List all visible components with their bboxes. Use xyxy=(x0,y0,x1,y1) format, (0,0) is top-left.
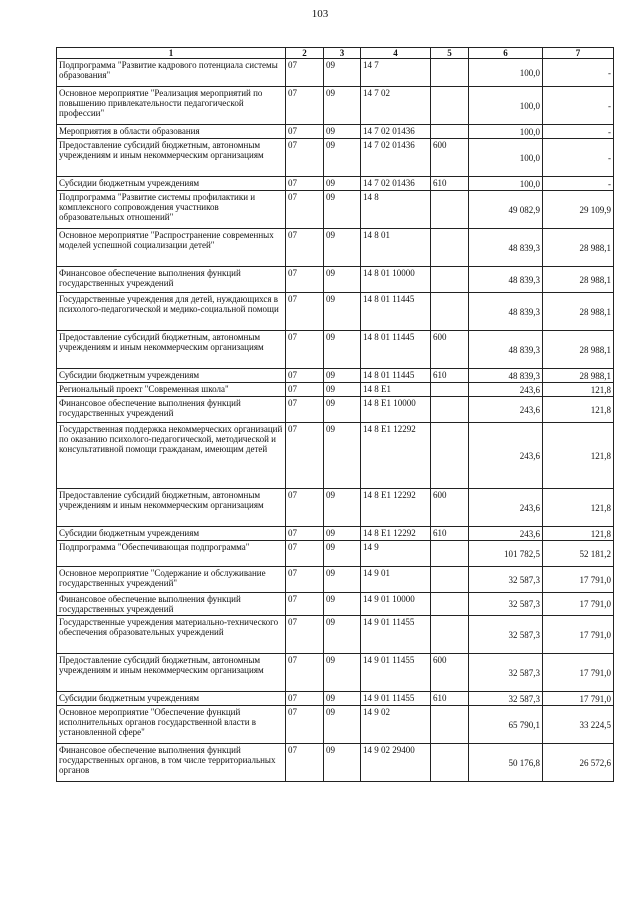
amount-col6-cell: 243,6 xyxy=(469,423,543,489)
table-row xyxy=(57,692,614,706)
amount-col7-cell: 17 791,0 xyxy=(543,567,614,593)
subsection-code-cell: 09 xyxy=(324,744,361,782)
amount-col6-cell: 100,0 xyxy=(469,87,543,125)
row-name-cell: Основное мероприятие "Распространение современных моделей успешной социализации детей" xyxy=(57,229,286,267)
table-row xyxy=(57,706,614,744)
subsection-code-cell: 09 xyxy=(324,567,361,593)
column-header: 7 xyxy=(543,48,614,59)
amount-col7-cell: 28 988,1 xyxy=(543,229,614,267)
amount-col7-cell: 121,8 xyxy=(543,527,614,541)
target-article-cell: 14 7 xyxy=(361,59,431,87)
expense-type-cell: 600 xyxy=(431,331,469,369)
section-code-cell: 07 xyxy=(286,59,324,87)
table-row xyxy=(57,177,614,191)
table-row xyxy=(57,616,614,654)
row-name-cell: Государственные учреждения для детей, нуждающихся в психолого-педагогической и медико-социальной помощи xyxy=(57,293,286,331)
expense-type-cell xyxy=(431,593,469,616)
table-row xyxy=(57,125,614,139)
table-body xyxy=(57,59,614,782)
target-article-cell: 14 9 02 29400 xyxy=(361,744,431,782)
column-header: 3 xyxy=(324,48,361,59)
amount-col7-cell: 17 791,0 xyxy=(543,654,614,692)
expense-type-cell xyxy=(431,706,469,744)
row-name-cell: Финансовое обеспечение выполнения функций государственных учреждений xyxy=(57,593,286,616)
row-name-cell: Предоставление субсидий бюджетным, автономным учреждениям и иным некоммерческим организациям xyxy=(57,489,286,527)
table-row xyxy=(57,654,614,692)
subsection-code-cell: 09 xyxy=(324,229,361,267)
column-header: 2 xyxy=(286,48,324,59)
amount-col7-cell: 17 791,0 xyxy=(543,593,614,616)
row-name-cell: Государственная поддержка некоммерческих организаций по оказанию психолого-педагогической, методической и консультативной помощи гражданам, имеющим детей xyxy=(57,423,286,489)
subsection-code-cell: 09 xyxy=(324,369,361,383)
table-row xyxy=(57,383,614,397)
target-article-cell: 14 9 01 11455 xyxy=(361,616,431,654)
subsection-code-cell: 09 xyxy=(324,489,361,527)
subsection-code-cell: 09 xyxy=(324,177,361,191)
amount-col6-cell: 32 587,3 xyxy=(469,593,543,616)
subsection-code-cell: 09 xyxy=(324,331,361,369)
subsection-code-cell: 09 xyxy=(324,527,361,541)
subsection-code-cell: 09 xyxy=(324,397,361,423)
target-article-cell: 14 9 01 xyxy=(361,567,431,593)
expense-type-cell xyxy=(431,191,469,229)
amount-col6-cell: 65 790,1 xyxy=(469,706,543,744)
target-article-cell: 14 7 02 xyxy=(361,87,431,125)
section-code-cell: 07 xyxy=(286,331,324,369)
table-row xyxy=(57,423,614,489)
subsection-code-cell: 09 xyxy=(324,692,361,706)
amount-col7-cell: - xyxy=(543,59,614,87)
row-name-cell: Субсидии бюджетным учреждениям xyxy=(57,692,286,706)
row-name-cell: Финансовое обеспечение выполнения функций государственных органов, в том числе территориальных органов xyxy=(57,744,286,782)
table-row xyxy=(57,191,614,229)
table-row xyxy=(57,527,614,541)
amount-col7-cell: 26 572,6 xyxy=(543,744,614,782)
amount-col7-cell: 121,8 xyxy=(543,423,614,489)
subsection-code-cell: 09 xyxy=(324,706,361,744)
target-article-cell: 14 9 xyxy=(361,541,431,567)
section-code-cell: 07 xyxy=(286,229,324,267)
subsection-code-cell: 09 xyxy=(324,139,361,177)
target-article-cell: 14 8 E1 12292 xyxy=(361,423,431,489)
amount-col6-cell: 48 839,3 xyxy=(469,331,543,369)
amount-col6-cell: 243,6 xyxy=(469,397,543,423)
amount-col6-cell: 48 839,3 xyxy=(469,369,543,383)
section-code-cell: 07 xyxy=(286,369,324,383)
row-name-cell: Субсидии бюджетным учреждениям xyxy=(57,177,286,191)
section-code-cell: 07 xyxy=(286,616,324,654)
amount-col6-cell: 49 082,9 xyxy=(469,191,543,229)
row-name-cell: Предоставление субсидий бюджетным, автономным учреждениям и иным некоммерческим организациям xyxy=(57,331,286,369)
target-article-cell: 14 7 02 01436 xyxy=(361,139,431,177)
subsection-code-cell: 09 xyxy=(324,87,361,125)
table-row xyxy=(57,267,614,293)
amount-col6-cell: 32 587,3 xyxy=(469,654,543,692)
row-name-cell: Мероприятия в области образования xyxy=(57,125,286,139)
table-row xyxy=(57,397,614,423)
amount-col6-cell: 100,0 xyxy=(469,125,543,139)
target-article-cell: 14 9 01 11455 xyxy=(361,692,431,706)
section-code-cell: 07 xyxy=(286,423,324,489)
amount-col6-cell: 100,0 xyxy=(469,59,543,87)
amount-col7-cell: 28 988,1 xyxy=(543,369,614,383)
amount-col6-cell: 100,0 xyxy=(469,177,543,191)
amount-col7-cell: 28 988,1 xyxy=(543,267,614,293)
table-row xyxy=(57,293,614,331)
expense-type-cell xyxy=(431,59,469,87)
target-article-cell: 14 8 01 xyxy=(361,229,431,267)
table-row xyxy=(57,87,614,125)
page-number: 103 xyxy=(311,8,329,20)
section-code-cell: 07 xyxy=(286,383,324,397)
table-row xyxy=(57,489,614,527)
subsection-code-cell: 09 xyxy=(324,59,361,87)
subsection-code-cell: 09 xyxy=(324,293,361,331)
expense-type-cell: 610 xyxy=(431,527,469,541)
column-header: 5 xyxy=(431,48,469,59)
amount-col6-cell: 243,6 xyxy=(469,489,543,527)
amount-col6-cell: 32 587,3 xyxy=(469,567,543,593)
expense-type-cell: 610 xyxy=(431,177,469,191)
amount-col6-cell: 100,0 xyxy=(469,139,543,177)
amount-col7-cell: - xyxy=(543,87,614,125)
target-article-cell: 14 7 02 01436 xyxy=(361,125,431,139)
expense-type-cell xyxy=(431,423,469,489)
expense-type-cell: 600 xyxy=(431,654,469,692)
row-name-cell: Государственные учреждения материально-технического обеспечения образовательных учреждений xyxy=(57,616,286,654)
amount-col7-cell: - xyxy=(543,139,614,177)
column-header: 1 xyxy=(57,48,286,59)
expense-type-cell xyxy=(431,541,469,567)
subsection-code-cell: 09 xyxy=(324,423,361,489)
section-code-cell: 07 xyxy=(286,527,324,541)
expense-type-cell xyxy=(431,744,469,782)
amount-col7-cell: - xyxy=(543,125,614,139)
expense-type-cell: 600 xyxy=(431,489,469,527)
target-article-cell: 14 8 E1 12292 xyxy=(361,489,431,527)
section-code-cell: 07 xyxy=(286,654,324,692)
amount-col6-cell: 50 176,8 xyxy=(469,744,543,782)
budget-table xyxy=(56,47,614,782)
table-row xyxy=(57,229,614,267)
expense-type-cell: 600 xyxy=(431,139,469,177)
expense-type-cell xyxy=(431,229,469,267)
subsection-code-cell: 09 xyxy=(324,125,361,139)
row-name-cell: Основное мероприятие "Реализация мероприятий по повышению привлекательности педагогической профессии" xyxy=(57,87,286,125)
table-row xyxy=(57,567,614,593)
header-row xyxy=(57,48,614,59)
section-code-cell: 07 xyxy=(286,293,324,331)
section-code-cell: 07 xyxy=(286,541,324,567)
table-row xyxy=(57,744,614,782)
subsection-code-cell: 09 xyxy=(324,654,361,692)
expense-type-cell xyxy=(431,293,469,331)
section-code-cell: 07 xyxy=(286,567,324,593)
row-name-cell: Предоставление субсидий бюджетным, автономным учреждениям и иным некоммерческим организациям xyxy=(57,139,286,177)
target-article-cell: 14 8 E1 10000 xyxy=(361,397,431,423)
amount-col6-cell: 48 839,3 xyxy=(469,229,543,267)
amount-col6-cell: 32 587,3 xyxy=(469,616,543,654)
expense-type-cell xyxy=(431,616,469,654)
amount-col6-cell: 243,6 xyxy=(469,527,543,541)
section-code-cell: 07 xyxy=(286,397,324,423)
table-row xyxy=(57,139,614,177)
amount-col7-cell: 52 181,2 xyxy=(543,541,614,567)
section-code-cell: 07 xyxy=(286,267,324,293)
amount-col7-cell: 17 791,0 xyxy=(543,692,614,706)
amount-col6-cell: 243,6 xyxy=(469,383,543,397)
subsection-code-cell: 09 xyxy=(324,267,361,293)
amount-col7-cell: 121,8 xyxy=(543,489,614,527)
table-row xyxy=(57,59,614,87)
target-article-cell: 14 8 xyxy=(361,191,431,229)
table-row xyxy=(57,593,614,616)
amount-col7-cell: 33 224,5 xyxy=(543,706,614,744)
subsection-code-cell: 09 xyxy=(324,383,361,397)
target-article-cell: 14 8 01 11445 xyxy=(361,293,431,331)
target-article-cell: 14 8 E1 12292 xyxy=(361,527,431,541)
target-article-cell: 14 8 E1 xyxy=(361,383,431,397)
row-name-cell: Основное мероприятие "Обеспечение функций исполнительных органов государственной власти в установленной сфере" xyxy=(57,706,286,744)
row-name-cell: Подпрограмма "Развитие системы профилактики и комплексного сопровождения участников образовательных отношений" xyxy=(57,191,286,229)
expense-type-cell: 610 xyxy=(431,692,469,706)
expense-type-cell xyxy=(431,125,469,139)
amount-col7-cell: - xyxy=(543,177,614,191)
subsection-code-cell: 09 xyxy=(324,593,361,616)
target-article-cell: 14 8 01 11445 xyxy=(361,331,431,369)
section-code-cell: 07 xyxy=(286,191,324,229)
column-header: 6 xyxy=(469,48,543,59)
section-code-cell: 07 xyxy=(286,692,324,706)
section-code-cell: 07 xyxy=(286,139,324,177)
row-name-cell: Региональный проект "Современная школа" xyxy=(57,383,286,397)
row-name-cell: Субсидии бюджетным учреждениям xyxy=(57,527,286,541)
table-row xyxy=(57,541,614,567)
amount-col7-cell: 17 791,0 xyxy=(543,616,614,654)
row-name-cell: Основное мероприятие "Содержание и обслуживание государственных учреждений" xyxy=(57,567,286,593)
section-code-cell: 07 xyxy=(286,87,324,125)
amount-col7-cell: 121,8 xyxy=(543,397,614,423)
section-code-cell: 07 xyxy=(286,593,324,616)
column-header: 4 xyxy=(361,48,431,59)
row-name-cell: Подпрограмма "Обеспечивающая подпрограмма" xyxy=(57,541,286,567)
section-code-cell: 07 xyxy=(286,177,324,191)
amount-col6-cell: 48 839,3 xyxy=(469,267,543,293)
section-code-cell: 07 xyxy=(286,744,324,782)
amount-col6-cell: 48 839,3 xyxy=(469,293,543,331)
target-article-cell: 14 9 01 10000 xyxy=(361,593,431,616)
row-name-cell: Финансовое обеспечение выполнения функций государственных учреждений xyxy=(57,397,286,423)
table-row xyxy=(57,369,614,383)
section-code-cell: 07 xyxy=(286,489,324,527)
subsection-code-cell: 09 xyxy=(324,616,361,654)
amount-col7-cell: 28 988,1 xyxy=(543,331,614,369)
expense-type-cell xyxy=(431,383,469,397)
expense-type-cell xyxy=(431,87,469,125)
expense-type-cell xyxy=(431,267,469,293)
section-code-cell: 07 xyxy=(286,125,324,139)
row-name-cell: Подпрограмма "Развитие кадрового потенциала системы образования" xyxy=(57,59,286,87)
amount-col6-cell: 101 782,5 xyxy=(469,541,543,567)
section-code-cell: 07 xyxy=(286,706,324,744)
table-row xyxy=(57,331,614,369)
expense-type-cell xyxy=(431,397,469,423)
expense-type-cell: 610 xyxy=(431,369,469,383)
target-article-cell: 14 9 02 xyxy=(361,706,431,744)
row-name-cell: Предоставление субсидий бюджетным, автономным учреждениям и иным некоммерческим организациям xyxy=(57,654,286,692)
row-name-cell: Субсидии бюджетным учреждениям xyxy=(57,369,286,383)
target-article-cell: 14 8 01 11445 xyxy=(361,369,431,383)
amount-col6-cell: 32 587,3 xyxy=(469,692,543,706)
amount-col7-cell: 121,8 xyxy=(543,383,614,397)
target-article-cell: 14 9 01 11455 xyxy=(361,654,431,692)
subsection-code-cell: 09 xyxy=(324,191,361,229)
amount-col7-cell: 29 109,9 xyxy=(543,191,614,229)
expense-type-cell xyxy=(431,567,469,593)
target-article-cell: 14 8 01 10000 xyxy=(361,267,431,293)
row-name-cell: Финансовое обеспечение выполнения функций государственных учреждений xyxy=(57,267,286,293)
target-article-cell: 14 7 02 01436 xyxy=(361,177,431,191)
subsection-code-cell: 09 xyxy=(324,541,361,567)
amount-col7-cell: 28 988,1 xyxy=(543,293,614,331)
